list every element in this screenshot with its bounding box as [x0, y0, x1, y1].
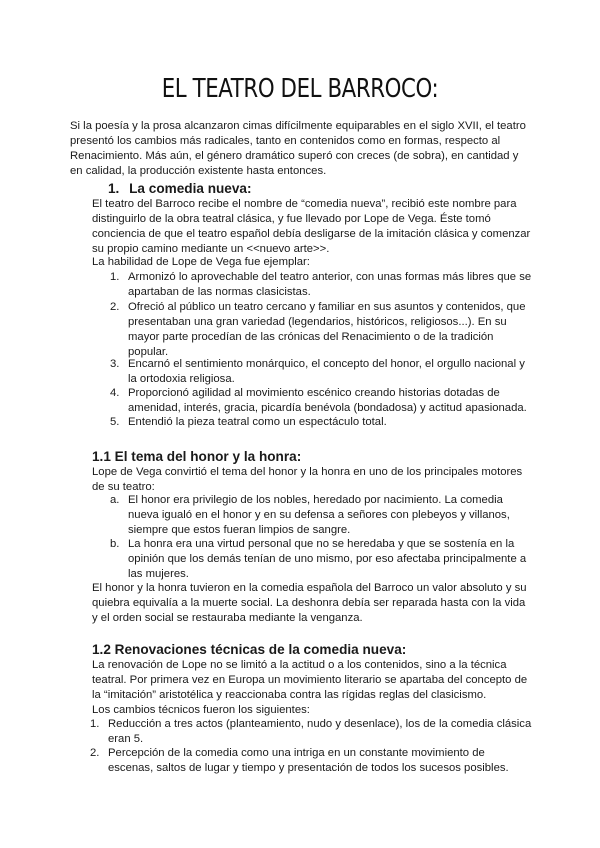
section-1-2-paragraph-2: Los cambios técnicos fueron los siguientes:	[92, 704, 310, 716]
list-text: Percepción de la comedia como una intriga en un constante movimiento de escenas, saltos de lugar y tiempo y presentación de todos los sucesos posibles.	[108, 747, 509, 774]
list-marker: 5.	[110, 416, 120, 428]
list-item	[110, 493, 532, 538]
section-1-1-paragraph-1: Lope de Vega convirtió el tema del honor y la honra en uno de los principales motores de su teatro:	[92, 466, 523, 493]
list-item	[90, 746, 532, 776]
section-1-1-paragraph-2: El honor y la honra tuvieron en la comedia española del Barroco un valor absoluto y su quiebra equivalía a la muerte social. La deshonra debía ser reparada hasta con la vida y el orden social se restauraba mediante la venganza.	[92, 582, 527, 624]
list-marker: 1.	[90, 718, 100, 730]
page-title: EL TEATRO DEL BARROCO:	[161, 74, 439, 104]
list-marker: 3.	[110, 358, 120, 370]
list-item	[110, 386, 532, 416]
section-1-title: La comedia nueva:	[129, 181, 252, 196]
list-text: Armonizó lo aprovechable del teatro anterior, con unas formas más libres que se apartaban de las normas clasicistas.	[128, 271, 532, 298]
list-text: Reducción a tres actos (planteamiento, nudo y desenlace), los de la comedia clásica eran 5.	[108, 718, 532, 745]
intro-paragraph: Si la poesía y la prosa alcanzaron cimas difícilmente equiparables en el siglo XVII, el teatro presentó los cambios más radicales, tanto en contenidos como en formas, respecto al Renacimiento. Más aún, el género dramático superó con creces (de sobra), en cantidad y en calidad, la producción existente hasta entonces.	[70, 120, 526, 177]
section-1-marker: 1.	[108, 181, 120, 196]
list-text: Entendió la pieza teatral como un espectáculo total.	[128, 416, 387, 428]
list-item	[90, 717, 532, 747]
list-item	[110, 357, 532, 387]
section-1-2-paragraph-1: La renovación de Lope no se limitó a la actitud o a los contenidos, sino a la técnica teatral. Por primera vez en Europa un movimiento literario se apartaba del concepto de la “imitación” aristotélica y reaccionaba contra las rígidas reglas del clasicismo.	[92, 659, 528, 701]
list-item	[110, 300, 532, 360]
list-marker: 2.	[110, 301, 120, 313]
list-item	[110, 415, 532, 430]
list-marker: b.	[110, 538, 120, 550]
list-text: Proporcionó agilidad al movimiento escénico creando historias dotadas de amenidad, interés, gracia, picardía benévola (bondadosa) y actitud apasionada.	[128, 387, 527, 414]
list-text: Encarnó el sentimiento monárquico, el concepto del honor, el orgullo nacional y la ortodoxia religiosa.	[128, 358, 525, 385]
list-marker: 2.	[90, 747, 100, 759]
section-1-2-heading: 1.2 Renovaciones técnicas de la comedia nueva:	[92, 642, 407, 657]
list-marker: 1.	[110, 271, 120, 283]
list-text: La honra era una virtud personal que no se heredaba y que se sostenía en la opinión que los demás tenían de uno mismo, por eso afectaba principalmente a las mujeres.	[128, 538, 527, 580]
list-text: El honor era privilegio de los nobles, heredado por nacimiento. La comedia nueva igualó en el honor y en su defensa a señores con plebeyos y villanos, siempre que estos fueran limpios de sangre.	[128, 494, 510, 536]
list-text: Ofreció al público un teatro cercano y familiar en sus asuntos y contenidos, que presentaban una gran variedad (legendarios, históricos, religiosos...). En su mayor parte procedían de las crónicas del Renacimiento o de la tradición popular.	[128, 301, 526, 358]
section-1-paragraph-2: La habilidad de Lope de Vega fue ejemplar:	[92, 256, 310, 268]
section-1-1-heading: 1.1 El tema del honor y la honra:	[92, 449, 302, 464]
section-1-heading	[108, 180, 252, 197]
list-item	[110, 537, 532, 582]
list-marker: 4.	[110, 387, 120, 399]
list-item	[110, 270, 532, 300]
list-marker: a.	[110, 494, 120, 506]
section-1-paragraph-1: El teatro del Barroco recibe el nombre de “comedia nueva”, recibió este nombre para distinguirlo de la obra teatral clásica, y fue llevado por Lope de Vega. Éste tomó conciencia de que el teatro español debía desligarse de la imitación clásica y comenzar su propio camino mediante un <<nuevo arte>>.	[92, 198, 531, 255]
